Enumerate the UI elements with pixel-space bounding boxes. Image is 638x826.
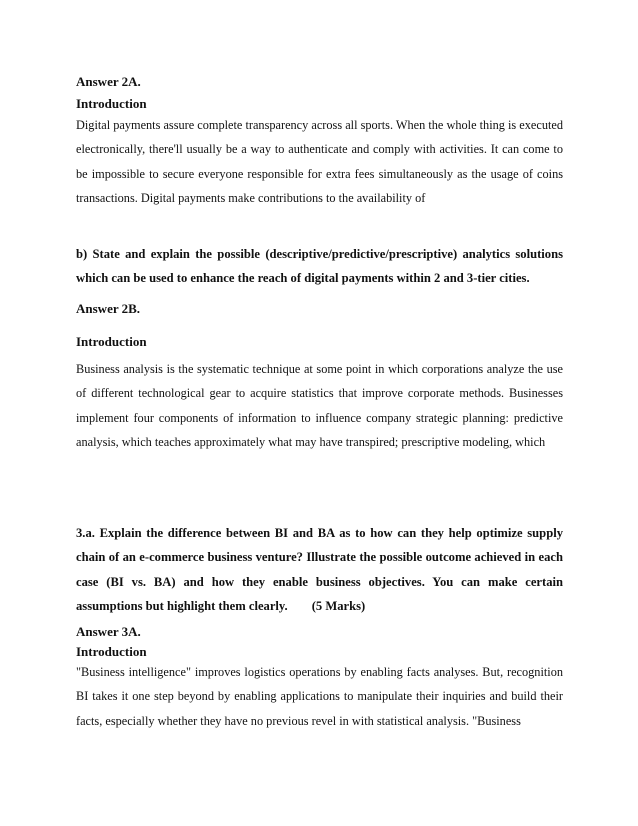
question-3a-text — [76, 521, 563, 618]
answer-3a-paragraph: "Business intelligence" improves logistics operations by enabling facts analyses. But, recognition BI takes it one step beyond by enabling applications to manipulate their inquiries and build their facts, especially whether they have no previous revel in with statistical analysis. "Business — [76, 665, 563, 728]
answer-2b-paragraph: Business analysis is the systematic technique at some point in which corporations analyze the use of different technological gear to acquire statistics that improve corporate methods. Businesses implement four components of information to influence company strategic planning: predictive analysis, which teaches approximately what may have transpired; prescriptive modeling, which — [76, 362, 563, 449]
answer-2b-introduction-heading: Introduction — [76, 334, 147, 349]
answer-2b-heading: Answer 2B. — [76, 301, 141, 316]
question-2b-text: b) State and explain the possible (descriptive/predictive/prescriptive) analytics solutions which can be used to enhance the reach of digital payments within 2 and 3-tier cities. — [76, 247, 563, 286]
answer-2a-introduction-heading: Introduction — [76, 96, 147, 111]
answer-2a-paragraph: Digital payments assure complete transparency across all sports. When the whole thing is executed electronically, there'll usually be a way to authenticate and comply with activities. It can come to be impossible to secure everyone responsible for extra fees simultaneously as the usage of coins transactions. Digital payments make contributions to the availability of — [76, 118, 563, 205]
answer-3a-heading: Answer 3A. — [76, 624, 141, 639]
question-3a-body: 3.a. Explain the difference between BI and BA as to how can they help optimize supply chain of an e-commerce business venture? Illustrate the possible outcome achieved in each case (BI vs. BA) and how they enable business objectives. You can make certain assumptions but highlight them clearly. — [76, 526, 563, 613]
question-3a-marks: (5 Marks) — [311, 598, 366, 613]
answer-2a-heading: Answer 2A. — [76, 74, 141, 89]
answer-3a-introduction-heading: Introduction — [76, 644, 147, 659]
